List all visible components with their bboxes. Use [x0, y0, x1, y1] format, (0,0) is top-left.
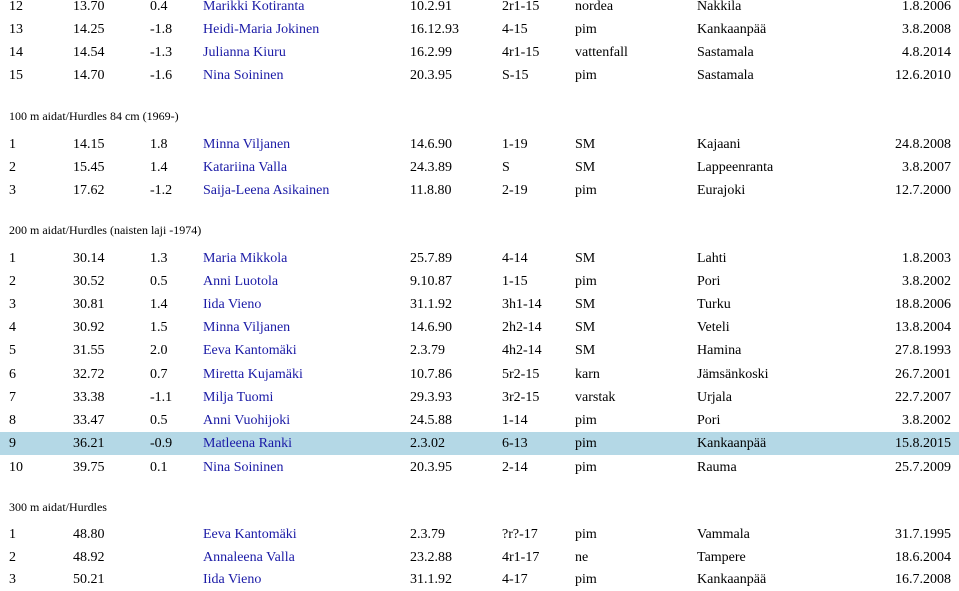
result-cell: 48.92 [73, 550, 105, 565]
athlete-name: Matleena Ranki [203, 436, 293, 451]
competition-cell: pim [575, 413, 597, 428]
table-row [0, 293, 959, 316]
rank-cell: 4 [9, 320, 16, 335]
date-cell: 3.8.2007 [902, 160, 951, 175]
result-cell: 33.38 [73, 390, 105, 405]
placing-cell: 2-14 [502, 460, 528, 475]
athlete-name: Milja Tuomi [203, 390, 274, 405]
birth-date-cell: 9.10.87 [410, 274, 452, 289]
competition-cell: SM [575, 297, 596, 312]
result-cell: 13.70 [73, 0, 105, 14]
wind-cell: 1.5 [150, 320, 168, 335]
city-cell: Veteli [697, 320, 730, 335]
rank-cell: 7 [9, 390, 16, 405]
placing-cell: 4-15 [502, 22, 528, 37]
athlete-name: Katariina Valla [203, 160, 288, 175]
wind-cell: -1.2 [150, 183, 173, 198]
table-row [0, 363, 959, 386]
rank-cell: 2 [9, 274, 16, 289]
birth-date-cell: 2.3.79 [410, 527, 445, 542]
competition-cell: pim [575, 572, 597, 587]
city-cell: Lahti [697, 251, 727, 266]
date-cell: 24.8.2008 [895, 137, 951, 152]
date-cell: 18.6.2004 [895, 550, 951, 565]
competition-cell: SM [575, 160, 596, 175]
city-cell: Eurajoki [697, 183, 746, 198]
wind-cell: 0.4 [150, 0, 168, 14]
wind-cell: -1.6 [150, 68, 173, 83]
result-cell: 14.70 [73, 68, 105, 83]
placing-cell: 3h1-14 [502, 297, 542, 312]
athlete-name: Nina Soininen [203, 68, 284, 83]
result-cell: 33.47 [73, 413, 105, 428]
rank-cell: 8 [9, 413, 16, 428]
table-row [0, 316, 959, 339]
city-cell: Urjala [697, 390, 732, 405]
result-cell: 30.81 [73, 297, 105, 312]
birth-date-cell: 14.6.90 [410, 320, 452, 335]
rank-cell: 1 [9, 251, 16, 266]
city-cell: Sastamala [697, 45, 754, 60]
wind-cell: 0.1 [150, 460, 168, 475]
table-row [0, 386, 959, 409]
date-cell: 3.8.2008 [902, 22, 951, 37]
city-cell: Vammala [697, 527, 750, 542]
city-cell: Pori [697, 274, 721, 289]
birth-date-cell: 14.6.90 [410, 137, 452, 152]
placing-cell: 2-19 [502, 183, 528, 198]
birth-date-cell: 16.12.93 [410, 22, 459, 37]
table-row [0, 179, 959, 202]
birth-date-cell: 10.2.91 [410, 0, 452, 14]
placing-cell: 2r1-15 [502, 0, 540, 14]
athlete-name: Anni Vuohijoki [203, 413, 291, 428]
placing-cell: S [502, 160, 510, 175]
result-cell: 30.14 [73, 251, 105, 266]
placing-cell: 4r1-15 [502, 45, 540, 60]
birth-date-cell: 11.8.80 [410, 183, 452, 198]
wind-cell: 2.0 [150, 343, 168, 358]
competition-cell: pim [575, 460, 597, 475]
competition-cell: SM [575, 343, 596, 358]
birth-date-cell: 10.7.86 [410, 367, 452, 382]
wind-cell: 0.5 [150, 413, 168, 428]
date-cell: 1.8.2006 [902, 0, 951, 14]
birth-date-cell: 20.3.95 [410, 68, 452, 83]
athlete-name: Iida Vieno [203, 572, 262, 587]
city-cell: Lappeenranta [697, 160, 774, 175]
section-heading: 300 m aidat/Hurdles [9, 500, 107, 514]
rank-cell: 12 [9, 0, 23, 14]
competition-cell: pim [575, 68, 597, 83]
competition-cell: pim [575, 527, 597, 542]
result-cell: 17.62 [73, 183, 105, 198]
placing-cell: 4-17 [502, 572, 528, 587]
date-cell: 3.8.2002 [902, 413, 951, 428]
rank-cell: 3 [9, 183, 16, 198]
competition-cell: pim [575, 22, 597, 37]
table-row [0, 41, 959, 64]
city-cell: Turku [697, 297, 731, 312]
date-cell: 18.8.2006 [895, 297, 951, 312]
birth-date-cell: 31.1.92 [410, 297, 452, 312]
city-cell: Kajaani [697, 137, 741, 152]
athlete-name: Annaleena Valla [203, 550, 295, 565]
competition-cell: pim [575, 274, 597, 289]
placing-cell: 4h2-14 [502, 343, 542, 358]
rank-cell: 2 [9, 160, 16, 175]
birth-date-cell: 24.3.89 [410, 160, 452, 175]
city-cell: Hamina [697, 343, 742, 358]
competition-cell: SM [575, 320, 596, 335]
competition-cell: pim [575, 436, 597, 451]
competition-cell: varstak [575, 390, 616, 405]
rank-cell: 9 [9, 436, 16, 451]
placing-cell: 5r2-15 [502, 367, 540, 382]
table-row [0, 0, 959, 18]
city-cell: Kankaanpää [697, 436, 767, 451]
placing-cell: 1-15 [502, 274, 528, 289]
athlete-name: Minna Viljanen [203, 320, 291, 335]
city-cell: Sastamala [697, 68, 754, 83]
date-cell: 3.8.2002 [902, 274, 951, 289]
city-cell: Kankaanpää [697, 22, 767, 37]
birth-date-cell: 29.3.93 [410, 390, 452, 405]
result-cell: 30.92 [73, 320, 105, 335]
city-cell: Rauma [697, 460, 737, 475]
result-cell: 32.72 [73, 367, 105, 382]
section-heading: 200 m aidat/Hurdles (naisten laji -1974) [9, 223, 202, 237]
date-cell: 27.8.1993 [895, 343, 951, 358]
rank-cell: 3 [9, 297, 16, 312]
date-cell: 4.8.2014 [902, 45, 951, 60]
athlete-name: Julianna Kiuru [203, 45, 286, 60]
date-cell: 25.7.2009 [895, 460, 951, 475]
birth-date-cell: 31.1.92 [410, 572, 452, 587]
result-cell: 36.21 [73, 436, 105, 451]
result-cell: 39.75 [73, 460, 105, 475]
rank-cell: 3 [9, 572, 16, 587]
athlete-name: Eeva Kantomäki [203, 343, 297, 358]
table-row [0, 409, 959, 432]
rank-cell: 13 [9, 22, 23, 37]
athlete-name: Maria Mikkola [203, 251, 288, 266]
athlete-name: Saija-Leena Asikainen [203, 183, 330, 198]
wind-cell: -0.9 [150, 436, 173, 451]
city-cell: Nakkila [697, 0, 742, 14]
date-cell: 26.7.2001 [895, 367, 951, 382]
result-cell: 50.21 [73, 572, 105, 587]
city-cell: Tampere [697, 550, 746, 565]
wind-cell: -1.8 [150, 22, 173, 37]
date-cell: 12.6.2010 [895, 68, 951, 83]
date-cell: 22.7.2007 [895, 390, 951, 405]
table-row [0, 18, 959, 41]
athlete-name: Heidi-Maria Jokinen [203, 22, 320, 37]
table-row [0, 133, 959, 156]
city-cell: Pori [697, 413, 721, 428]
table-row [0, 523, 959, 546]
wind-cell: 0.5 [150, 274, 168, 289]
competition-cell: SM [575, 251, 596, 266]
table-row [0, 270, 959, 293]
wind-cell: 1.4 [150, 297, 168, 312]
date-cell: 15.8.2015 [895, 436, 951, 451]
athlete-name: Nina Soininen [203, 460, 284, 475]
placing-cell: 4-14 [502, 251, 528, 266]
birth-date-cell: 25.7.89 [410, 251, 452, 266]
placing-cell: 1-19 [502, 137, 528, 152]
rank-cell: 10 [9, 460, 23, 475]
wind-cell: -1.3 [150, 45, 173, 60]
result-cell: 14.54 [73, 45, 105, 60]
table-row [0, 456, 959, 479]
athlete-name: Iida Vieno [203, 297, 262, 312]
table-row [0, 546, 959, 569]
competition-cell: ne [575, 550, 589, 565]
rank-cell: 1 [9, 137, 16, 152]
table-row [0, 247, 959, 270]
city-cell: Jämsänkoski [697, 367, 769, 382]
placing-cell: S-15 [502, 68, 529, 83]
table-row [0, 339, 959, 362]
rank-cell: 1 [9, 527, 16, 542]
birth-date-cell: 16.2.99 [410, 45, 452, 60]
result-cell: 31.55 [73, 343, 105, 358]
wind-cell: 1.4 [150, 160, 168, 175]
result-cell: 14.15 [73, 137, 105, 152]
birth-date-cell: 23.2.88 [410, 550, 452, 565]
table-row [0, 568, 959, 591]
rank-cell: 14 [9, 45, 23, 60]
placing-cell: 2h2-14 [502, 320, 542, 335]
competition-cell: SM [575, 137, 596, 152]
wind-cell: 1.8 [150, 137, 168, 152]
table-row [0, 156, 959, 179]
birth-date-cell: 20.3.95 [410, 460, 452, 475]
birth-date-cell: 2.3.02 [410, 436, 445, 451]
placing-cell: 6-13 [502, 436, 528, 451]
rank-cell: 15 [9, 68, 23, 83]
result-cell: 48.80 [73, 527, 105, 542]
date-cell: 31.7.1995 [895, 527, 951, 542]
result-cell: 30.52 [73, 274, 105, 289]
date-cell: 16.7.2008 [895, 572, 951, 587]
rank-cell: 2 [9, 550, 16, 565]
wind-cell: 1.3 [150, 251, 168, 266]
wind-cell: -1.1 [150, 390, 173, 405]
result-cell: 14.25 [73, 22, 105, 37]
birth-date-cell: 24.5.88 [410, 413, 452, 428]
highlighted-table-row [0, 432, 959, 455]
competition-cell: vattenfall [575, 45, 628, 60]
rank-cell: 6 [9, 367, 16, 382]
placing-cell: 4r1-17 [502, 550, 540, 565]
rank-cell: 5 [9, 343, 16, 358]
wind-cell: 0.7 [150, 367, 168, 382]
table-row [0, 64, 959, 87]
competition-cell: nordea [575, 0, 614, 14]
competition-cell: karn [575, 367, 600, 382]
result-cell: 15.45 [73, 160, 105, 175]
birth-date-cell: 2.3.79 [410, 343, 445, 358]
city-cell: Kankaanpää [697, 572, 767, 587]
athlete-name: Minna Viljanen [203, 137, 291, 152]
placing-cell: 3r2-15 [502, 390, 540, 405]
date-cell: 13.8.2004 [895, 320, 951, 335]
date-cell: 1.8.2003 [902, 251, 951, 266]
athlete-name: Eeva Kantomäki [203, 527, 297, 542]
placing-cell: 1-14 [502, 413, 528, 428]
athlete-name: Anni Luotola [203, 274, 279, 289]
competition-cell: pim [575, 183, 597, 198]
section-heading: 100 m aidat/Hurdles 84 cm (1969-) [9, 109, 179, 123]
athlete-name: Miretta Kujamäki [203, 367, 303, 382]
placing-cell: ?r?-17 [502, 527, 538, 542]
date-cell: 12.7.2000 [895, 183, 951, 198]
athlete-name: Marikki Kotiranta [203, 0, 305, 14]
